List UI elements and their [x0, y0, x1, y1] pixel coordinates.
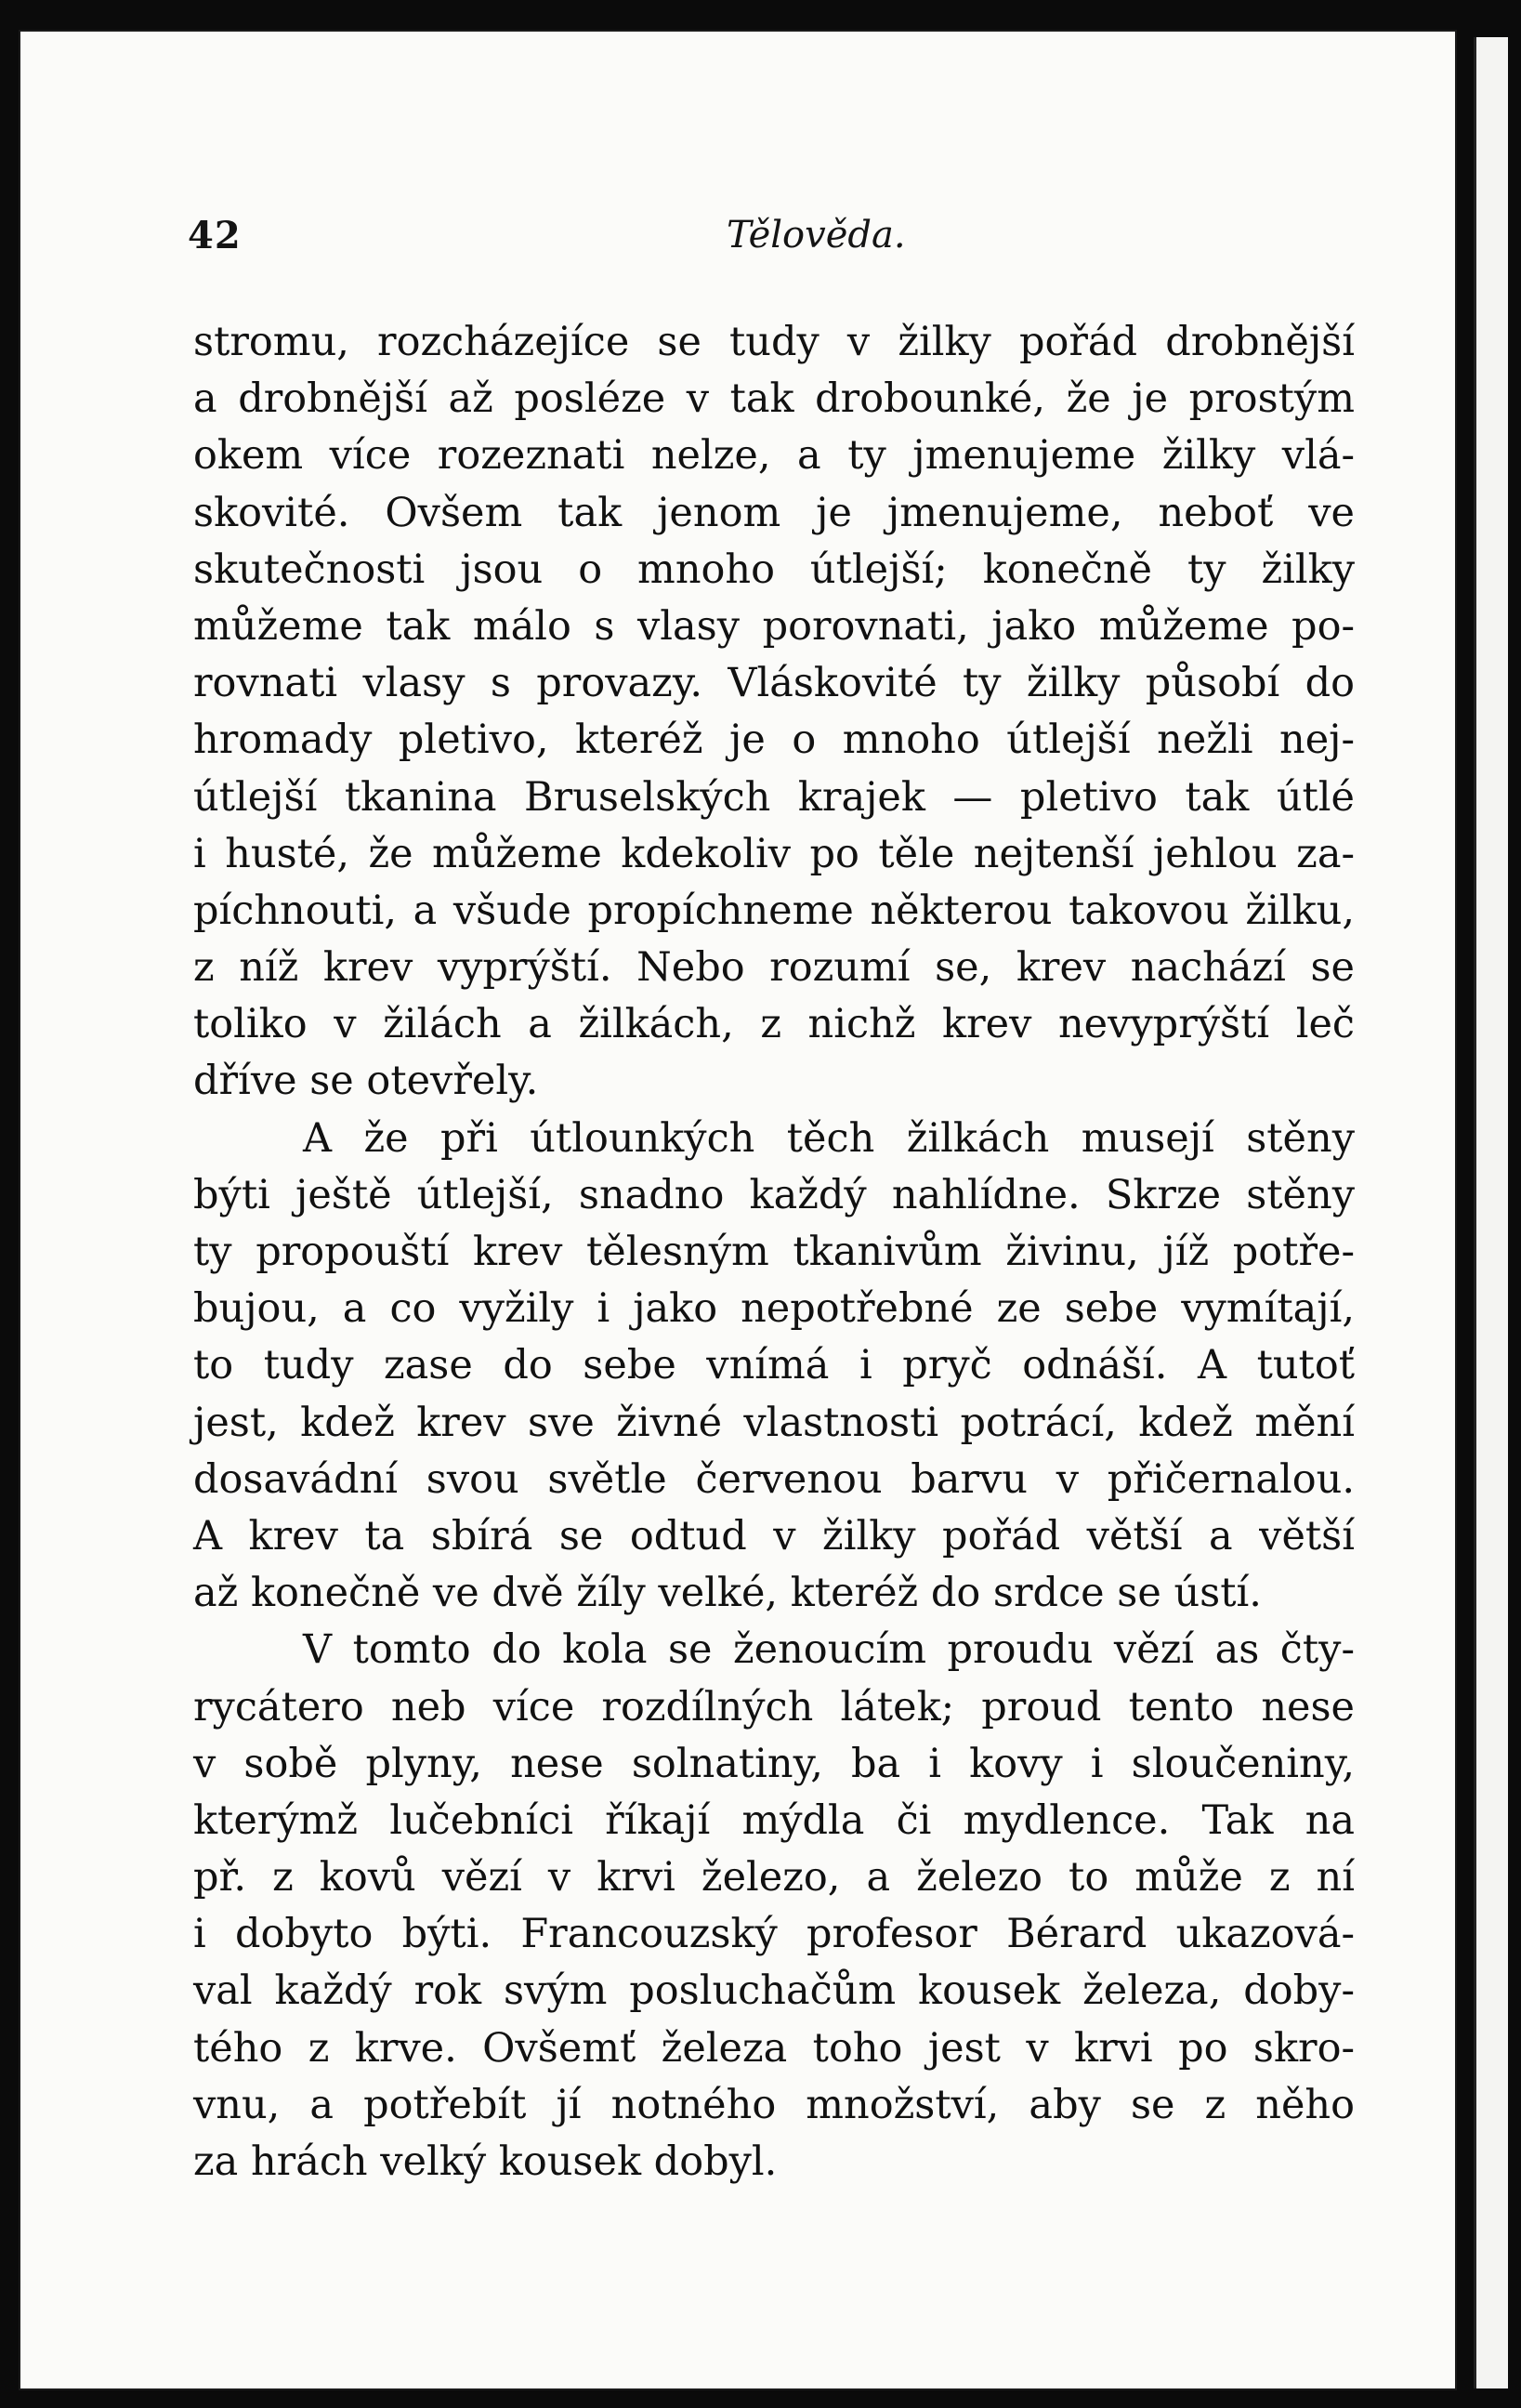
text-line: a drobnější až posléze v tak drobounké, že je prostým	[193, 375, 1355, 423]
text-line: v sobě plyny, nese solnatiny, ba i kovy i sloučeniny,	[193, 1740, 1355, 1787]
text-line: stromu, rozcházejíce se tudy v žilky pořád drobnější	[193, 319, 1355, 365]
text-line: z níž krev vyprýští. Nebo rozumí se, krev nachází se	[193, 944, 1355, 992]
text-line: až konečně ve dvě žíly velké, kteréž do srdce se ústí.	[193, 1570, 1262, 1617]
text-line: za hrách velký kousek dobyl.	[193, 2138, 778, 2185]
running-title: Tělověda.	[727, 214, 906, 257]
text-line: bujou, a co vyžily i jako nepotřebné ze sebe vymítají,	[193, 1285, 1355, 1333]
text-line: rycátero neb více rozdílných látek; proud tento nese	[193, 1683, 1355, 1730]
text-line: hromady pletivo, kteréž je o mnoho útlejší nežli nej-	[193, 717, 1355, 764]
text-line: dosavádní svou světle červenou barvu v přičernalou.	[193, 1455, 1355, 1503]
book-page	[19, 30, 1457, 2390]
text-line: to tudy zase do sebe vnímá i pryč odnáší. A tutoť	[193, 1342, 1355, 1389]
text-line: útlejší tkanina Bruselských krajek — pletivo tak útlé	[193, 773, 1355, 821]
text-line: i husté, že můžeme kdekoliv po těle nejtenší jehlou za-	[193, 830, 1355, 877]
text-line: vnu, a potřebít jí notného množství, aby se z něho	[193, 2081, 1355, 2128]
text-line: V tomto do kola se ženoucím proudu vězí as čty-	[303, 1626, 1355, 1674]
text-line: býti ještě útlejší, snadno každý nahlídne. Skrze stěny	[193, 1171, 1355, 1218]
text-line: okem více rozeznati nelze, a ty jmenujeme žilky vlá-	[193, 432, 1355, 480]
text-line: rovnati vlasy s provazy. Vláskovité ty žilky působí do	[193, 660, 1355, 707]
text-line: píchnouti, a všude propíchneme některou takovou žilku,	[193, 887, 1355, 934]
page-number: 42	[188, 214, 242, 257]
text-line: A krev ta sbírá se odtud v žilky pořád větší a větší	[193, 1512, 1355, 1559]
text-line: ty propouští krev tělesným tkanivům živinu, jíž potře-	[193, 1229, 1355, 1275]
text-line: A že při útlounkých těch žilkách musejí stěny	[303, 1114, 1355, 1162]
text-line: jest, kdež krev sve živné vlastnosti potrácí, kdež mění	[193, 1399, 1355, 1446]
text-line: skovité. Ovšem tak jenom je jmenujeme, neboť ve	[193, 489, 1355, 536]
text-line: i dobyto býti. Francouzský profesor Bérard ukazová-	[193, 1911, 1355, 1958]
text-line: skutečnosti jsou o mnoho útlejší; konečně ty žilky	[193, 546, 1355, 593]
body-text	[193, 314, 1355, 2191]
text-line: toliko v žilách a žilkách, z nichž krev nevyprýští leč	[193, 1001, 1355, 1048]
scan-edge	[1461, 0, 1521, 2408]
text-line: kterýmž lučebníci říkají mýdla či mydlence. Tak na	[193, 1796, 1355, 1844]
text-line: př. z kovů vězí v krvi železo, a železo to může z ní	[193, 1854, 1355, 1901]
text-line: tého z krve. Ovšemť železa toho jest v krvi po skro-	[193, 2024, 1355, 2072]
page-header	[188, 214, 912, 270]
text-line: dříve se otevřely.	[193, 1058, 539, 1105]
next-page-edge	[1474, 37, 1508, 2388]
text-line: můžeme tak málo s vlasy porovnati, jako můžeme po-	[193, 602, 1355, 650]
text-line: val každý rok svým posluchačům kousek železa, doby-	[193, 1967, 1355, 2015]
